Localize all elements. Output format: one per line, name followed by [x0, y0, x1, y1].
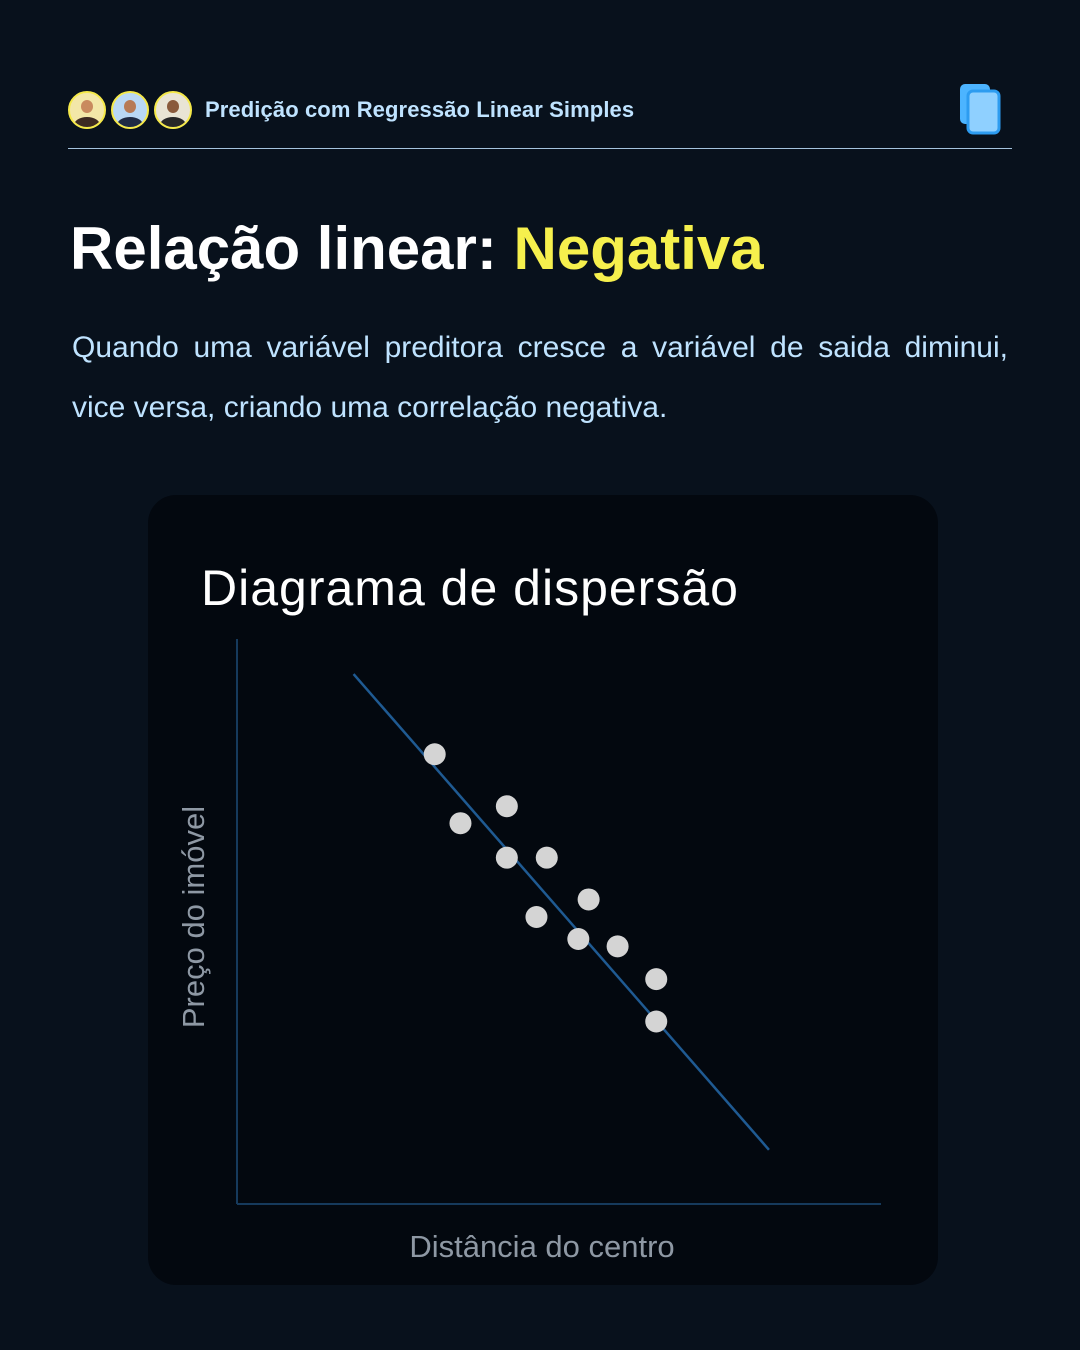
data-point-2	[449, 812, 471, 834]
avatar-woman	[68, 91, 106, 129]
y-axis-label: Preço do imóvel	[176, 805, 211, 1029]
title-prefix: Relação linear:	[70, 215, 514, 282]
description-text: Quando uma variável preditora cresce a variável de saida diminui, vice versa, criando uma correlação negativa.	[72, 331, 1008, 424]
data-point-10	[645, 968, 667, 990]
header	[68, 88, 1012, 132]
title-highlight: Negativa	[513, 215, 764, 282]
series-title: Predição com Regressão Linear Simples	[205, 97, 635, 122]
trend-line	[354, 674, 769, 1150]
chart-card	[148, 495, 938, 1285]
x-axis-label: Distância do centro	[409, 1229, 675, 1264]
data-point-9	[607, 935, 629, 957]
avatar-man-beard	[154, 91, 192, 129]
page-title	[70, 214, 764, 283]
header-divider	[68, 148, 1012, 149]
data-point-4	[496, 847, 518, 869]
data-point-1	[424, 743, 446, 765]
data-points	[424, 743, 668, 1032]
data-point-8	[578, 888, 600, 910]
data-point-11	[645, 1011, 667, 1033]
data-point-3	[496, 795, 518, 817]
author-avatars	[68, 91, 197, 129]
copy-icon[interactable]	[958, 83, 1002, 137]
scatter-chart	[148, 495, 938, 1285]
data-point-7	[567, 928, 589, 950]
data-point-6	[525, 906, 547, 928]
chart-title: Diagrama de dispersão	[201, 560, 739, 616]
avatar-man-glasses	[111, 91, 149, 129]
data-point-5	[536, 847, 558, 869]
